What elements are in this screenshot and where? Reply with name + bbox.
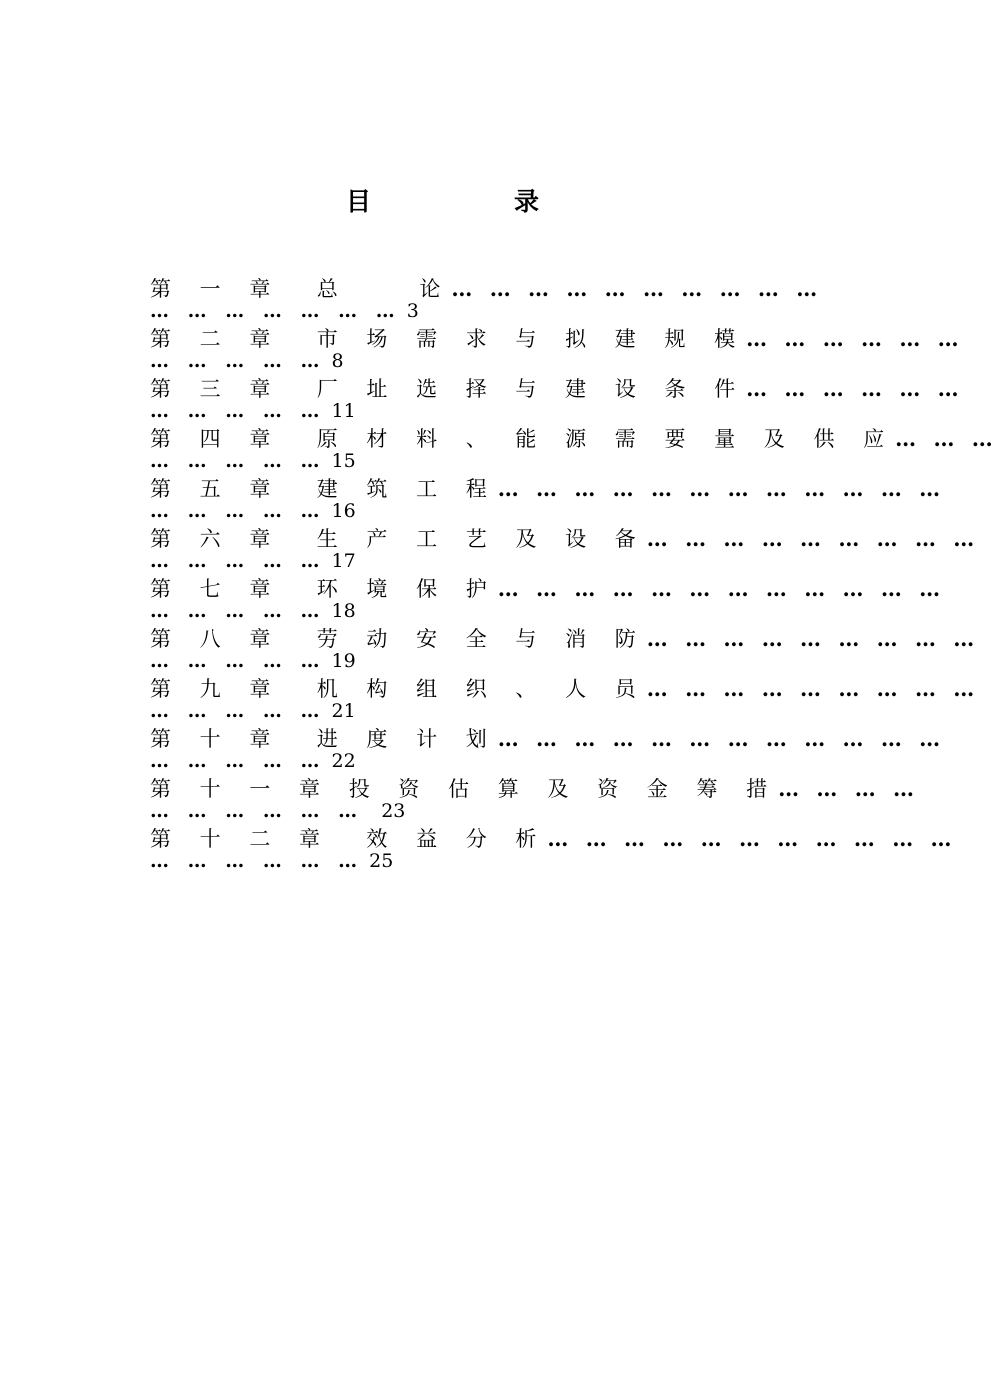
toc-chapter-title: 原 材 料 、 能 源 需 要 量 及 供 应: [316, 427, 896, 451]
toc-leader-dots: … … … … … …: [150, 850, 364, 872]
toc-chapter-title: 建 筑 工 程: [316, 477, 498, 501]
toc-page-number: 15: [331, 450, 356, 472]
toc-chapter-title: 生 产 工 艺 及 设 备: [316, 527, 647, 551]
toc-chapter-number: 第 七 章: [150, 577, 282, 601]
toc-chapter-title: 机 构 组 织 、 人 员: [316, 677, 647, 701]
toc-chapter-number: 第 九 章: [150, 677, 282, 701]
toc-entry[interactable]: [150, 624, 980, 674]
toc-entry[interactable]: [150, 474, 946, 524]
toc-chapter-number: 第 二 章: [150, 327, 282, 351]
toc-leader-dots: … … … … … … … … … …: [451, 276, 823, 301]
toc-leader-dots: … … … … …: [150, 550, 326, 572]
toc-chapter-title: 环 境 保 护: [316, 577, 498, 601]
toc-chapter-title: 效 益 分 析: [366, 827, 548, 851]
toc-leader-dots: … … … … …: [150, 500, 326, 522]
toc-entry[interactable]: [150, 324, 964, 374]
toc-entry[interactable]: [150, 524, 980, 574]
toc-leader-dots: … … … … … …: [150, 800, 364, 822]
toc-chapter-title: 投 资 估 算 及 资 金 筹 措: [348, 777, 779, 801]
toc-leader-dots: … … … … …: [150, 650, 326, 672]
toc-leader-dots: … … … … … … … … …: [646, 526, 980, 551]
toc-title: [0, 184, 950, 220]
toc-chapter-number: 第 四 章: [150, 427, 282, 451]
toc-chapter-number: 第 一 章: [150, 277, 282, 301]
toc-chapter-number: 第 六 章: [150, 527, 282, 551]
toc-page-number: 8: [331, 350, 344, 372]
toc-leader-dots: … … … … … …: [746, 326, 964, 351]
toc-entry[interactable]: [150, 374, 964, 424]
toc-page-number: 21: [331, 700, 356, 722]
toc-chapter-number: 第 十 二 章: [150, 827, 332, 851]
toc-leader-dots: … … … … … … … … … … …: [547, 826, 957, 851]
toc-entry[interactable]: [150, 824, 957, 874]
toc-page-number: 3: [406, 300, 419, 322]
toc-leader-dots: … … … … … … … … … … … …: [497, 576, 946, 601]
toc-chapter-title: 劳 动 安 全 与 消 防: [316, 627, 647, 651]
toc-chapter-number: 第 五 章: [150, 477, 282, 501]
toc-leader-dots: … … … … … … … … …: [646, 626, 980, 651]
toc-chapter-number: 第 十 章: [150, 727, 282, 751]
toc-entry[interactable]: [150, 674, 980, 724]
toc-leader-dots: … … … … …: [150, 450, 326, 472]
toc-leader-dots: … … … … …: [150, 700, 326, 722]
toc-title-char-1: 目: [346, 187, 372, 216]
toc-chapter-title: 市 场 需 求 与 拟 建 规 模: [316, 327, 747, 351]
toc-chapter-number: 第 十 一 章: [150, 777, 332, 801]
toc-leader-dots: … … … … …: [150, 750, 326, 772]
toc-entry[interactable]: [150, 774, 920, 824]
toc-page-number: 23: [381, 800, 406, 822]
toc-entry[interactable]: [150, 424, 998, 474]
toc-leader-dots: … … …: [895, 426, 998, 451]
toc-chapter-number: 第 三 章: [150, 377, 282, 401]
toc-leader-dots: … … … … …: [150, 350, 326, 372]
toc-entry[interactable]: [150, 274, 823, 324]
toc-entry[interactable]: [150, 574, 946, 624]
toc-title-char-2: 录: [514, 187, 540, 216]
toc-leader-dots: … … … … … …: [746, 376, 964, 401]
toc-page-number: 18: [331, 600, 356, 622]
toc-entry[interactable]: [150, 724, 946, 774]
toc-page-number: 17: [331, 550, 356, 572]
toc-leader-dots: … … … …: [778, 776, 920, 801]
table-of-contents: [150, 274, 998, 874]
toc-chapter-title: 厂 址 选 择 与 建 设 条 件: [316, 377, 747, 401]
toc-page-number: 16: [331, 500, 356, 522]
toc-leader-dots: … … … … … … … … … … … …: [497, 726, 946, 751]
toc-page-number: 11: [331, 400, 356, 422]
toc-leader-dots: … … … … … … … … …: [646, 676, 980, 701]
toc-chapter-number: 第 八 章: [150, 627, 282, 651]
toc-leader-dots: … … … … … … …: [150, 300, 401, 322]
toc-chapter-title: 进 度 计 划: [316, 727, 498, 751]
toc-leader-dots: … … … … … … … … … … … …: [497, 476, 946, 501]
toc-chapter-title: 总 论: [316, 277, 452, 301]
toc-leader-dots: … … … … …: [150, 400, 326, 422]
toc-page-number: 25: [369, 850, 394, 872]
toc-leader-dots: … … … … …: [150, 600, 326, 622]
toc-page-number: 19: [331, 650, 356, 672]
toc-page-number: 22: [331, 750, 356, 772]
